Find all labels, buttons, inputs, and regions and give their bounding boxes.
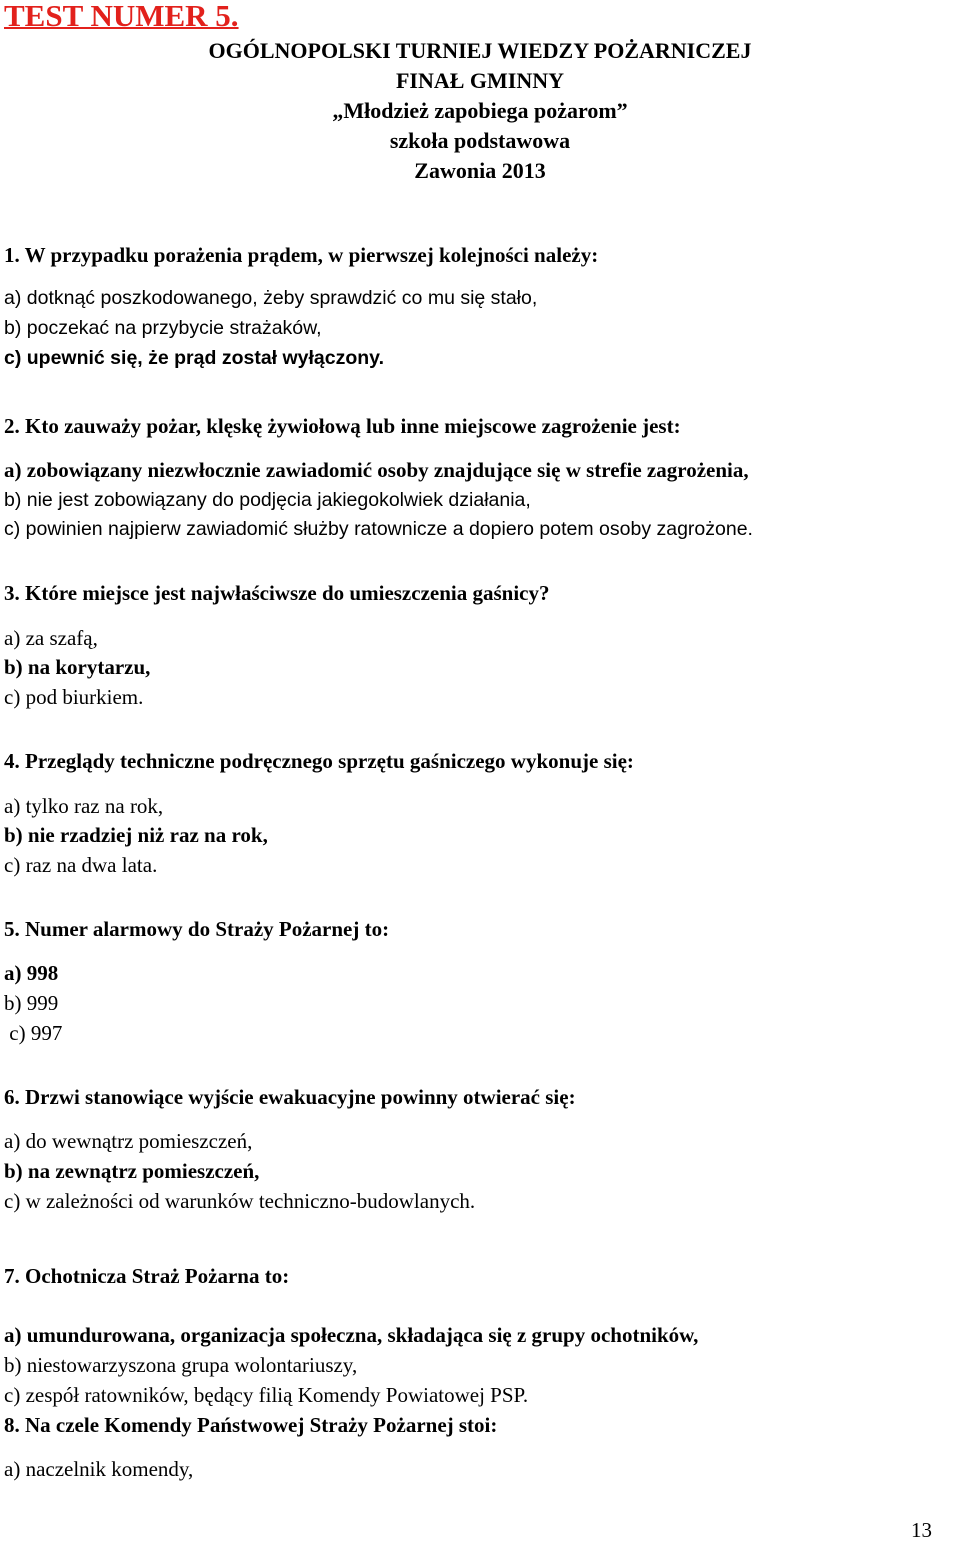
page-number: 13 <box>911 1518 932 1542</box>
answer-5c: c) 997 <box>4 1021 63 1045</box>
answer-3b: b) na korytarzu, <box>4 655 151 679</box>
answer-2c: c) powinien najpierw zawiadomić służby ratownicze a dopiero potem osoby zagrożone. <box>4 518 753 540</box>
answer-3c: c) pod biurkiem. <box>4 685 144 709</box>
answer-5a: a) 998 <box>4 961 59 985</box>
header-stage: FINAŁ GMINNY <box>395 68 565 93</box>
answer-3a: a) za szafą, <box>4 626 98 650</box>
answer-6b: b) na zewnątrz pomieszczeń, <box>4 1159 260 1183</box>
answer-7b: b) niestowarzyszona grupa wolontariuszy, <box>4 1353 358 1377</box>
answer-6a: a) do wewnątrz pomieszczeń, <box>4 1129 253 1153</box>
answer-8a: a) naczelnik komendy, <box>4 1457 194 1481</box>
question-4: 4. Przeglądy techniczne podręcznego sprzętu gaśniczego wykonuje się: <box>4 749 634 773</box>
header-motto: „Młodzież zapobiega pożarom” <box>332 98 628 123</box>
answer-7c: c) zespół ratowników, będący filią Komendy Powiatowej PSP. <box>4 1383 529 1407</box>
question-1: 1. W przypadku porażenia prądem, w pierwszej kolejności należy: <box>4 243 599 267</box>
question-7: 7. Ochotnicza Straż Pożarna to: <box>4 1264 290 1288</box>
answer-1c: c) upewnić się, że prąd został wyłączony. <box>4 347 385 369</box>
answer-7a: a) umundurowana, organizacja społeczna, składająca się z grupy ochotników, <box>4 1323 699 1347</box>
answer-1b: b) poczekać na przybycie strażaków, <box>4 317 322 339</box>
answer-4c: c) raz na dwa lata. <box>4 853 158 877</box>
answer-4a: a) tylko raz na rok, <box>4 794 164 818</box>
header-place-year: Zawonia 2013 <box>414 158 546 183</box>
answer-2a: a) zobowiązany niezwłocznie zawiadomić osoby znajdujące się w strefie zagrożenia, <box>4 458 749 482</box>
question-2: 2. Kto zauważy pożar, klęskę żywiołową lub inne miejscowe zagrożenie jest: <box>4 414 681 438</box>
question-8: 8. Na czele Komendy Państwowej Straży Pożarnej stoi: <box>4 1413 498 1437</box>
answer-6c: c) w zależności od warunków techniczno-budowlanych. <box>4 1189 476 1213</box>
test-title: TEST NUMER 5. <box>4 0 239 33</box>
answer-1a: a) dotknąć poszkodowanego, żeby sprawdzić co mu się stało, <box>4 287 538 309</box>
question-5: 5. Numer alarmowy do Straży Pożarnej to: <box>4 917 390 941</box>
question-6: 6. Drzwi stanowiące wyjście ewakuacyjne powinny otwierać się: <box>4 1085 576 1109</box>
answer-4b: b) nie rzadziej niż raz na rok, <box>4 823 268 847</box>
answer-5b: b) 999 <box>4 991 59 1015</box>
answer-2b: b) nie jest zobowiązany do podjęcia jakiegokolwiek działania, <box>4 489 531 511</box>
header-contest-name: OGÓLNOPOLSKI TURNIEJ WIEDZY POŻARNICZEJ <box>208 38 752 63</box>
question-3: 3. Które miejsce jest najwłaściwsze do umieszczenia gaśnicy? <box>4 581 550 605</box>
header-school-level: szkoła podstawowa <box>389 128 571 153</box>
